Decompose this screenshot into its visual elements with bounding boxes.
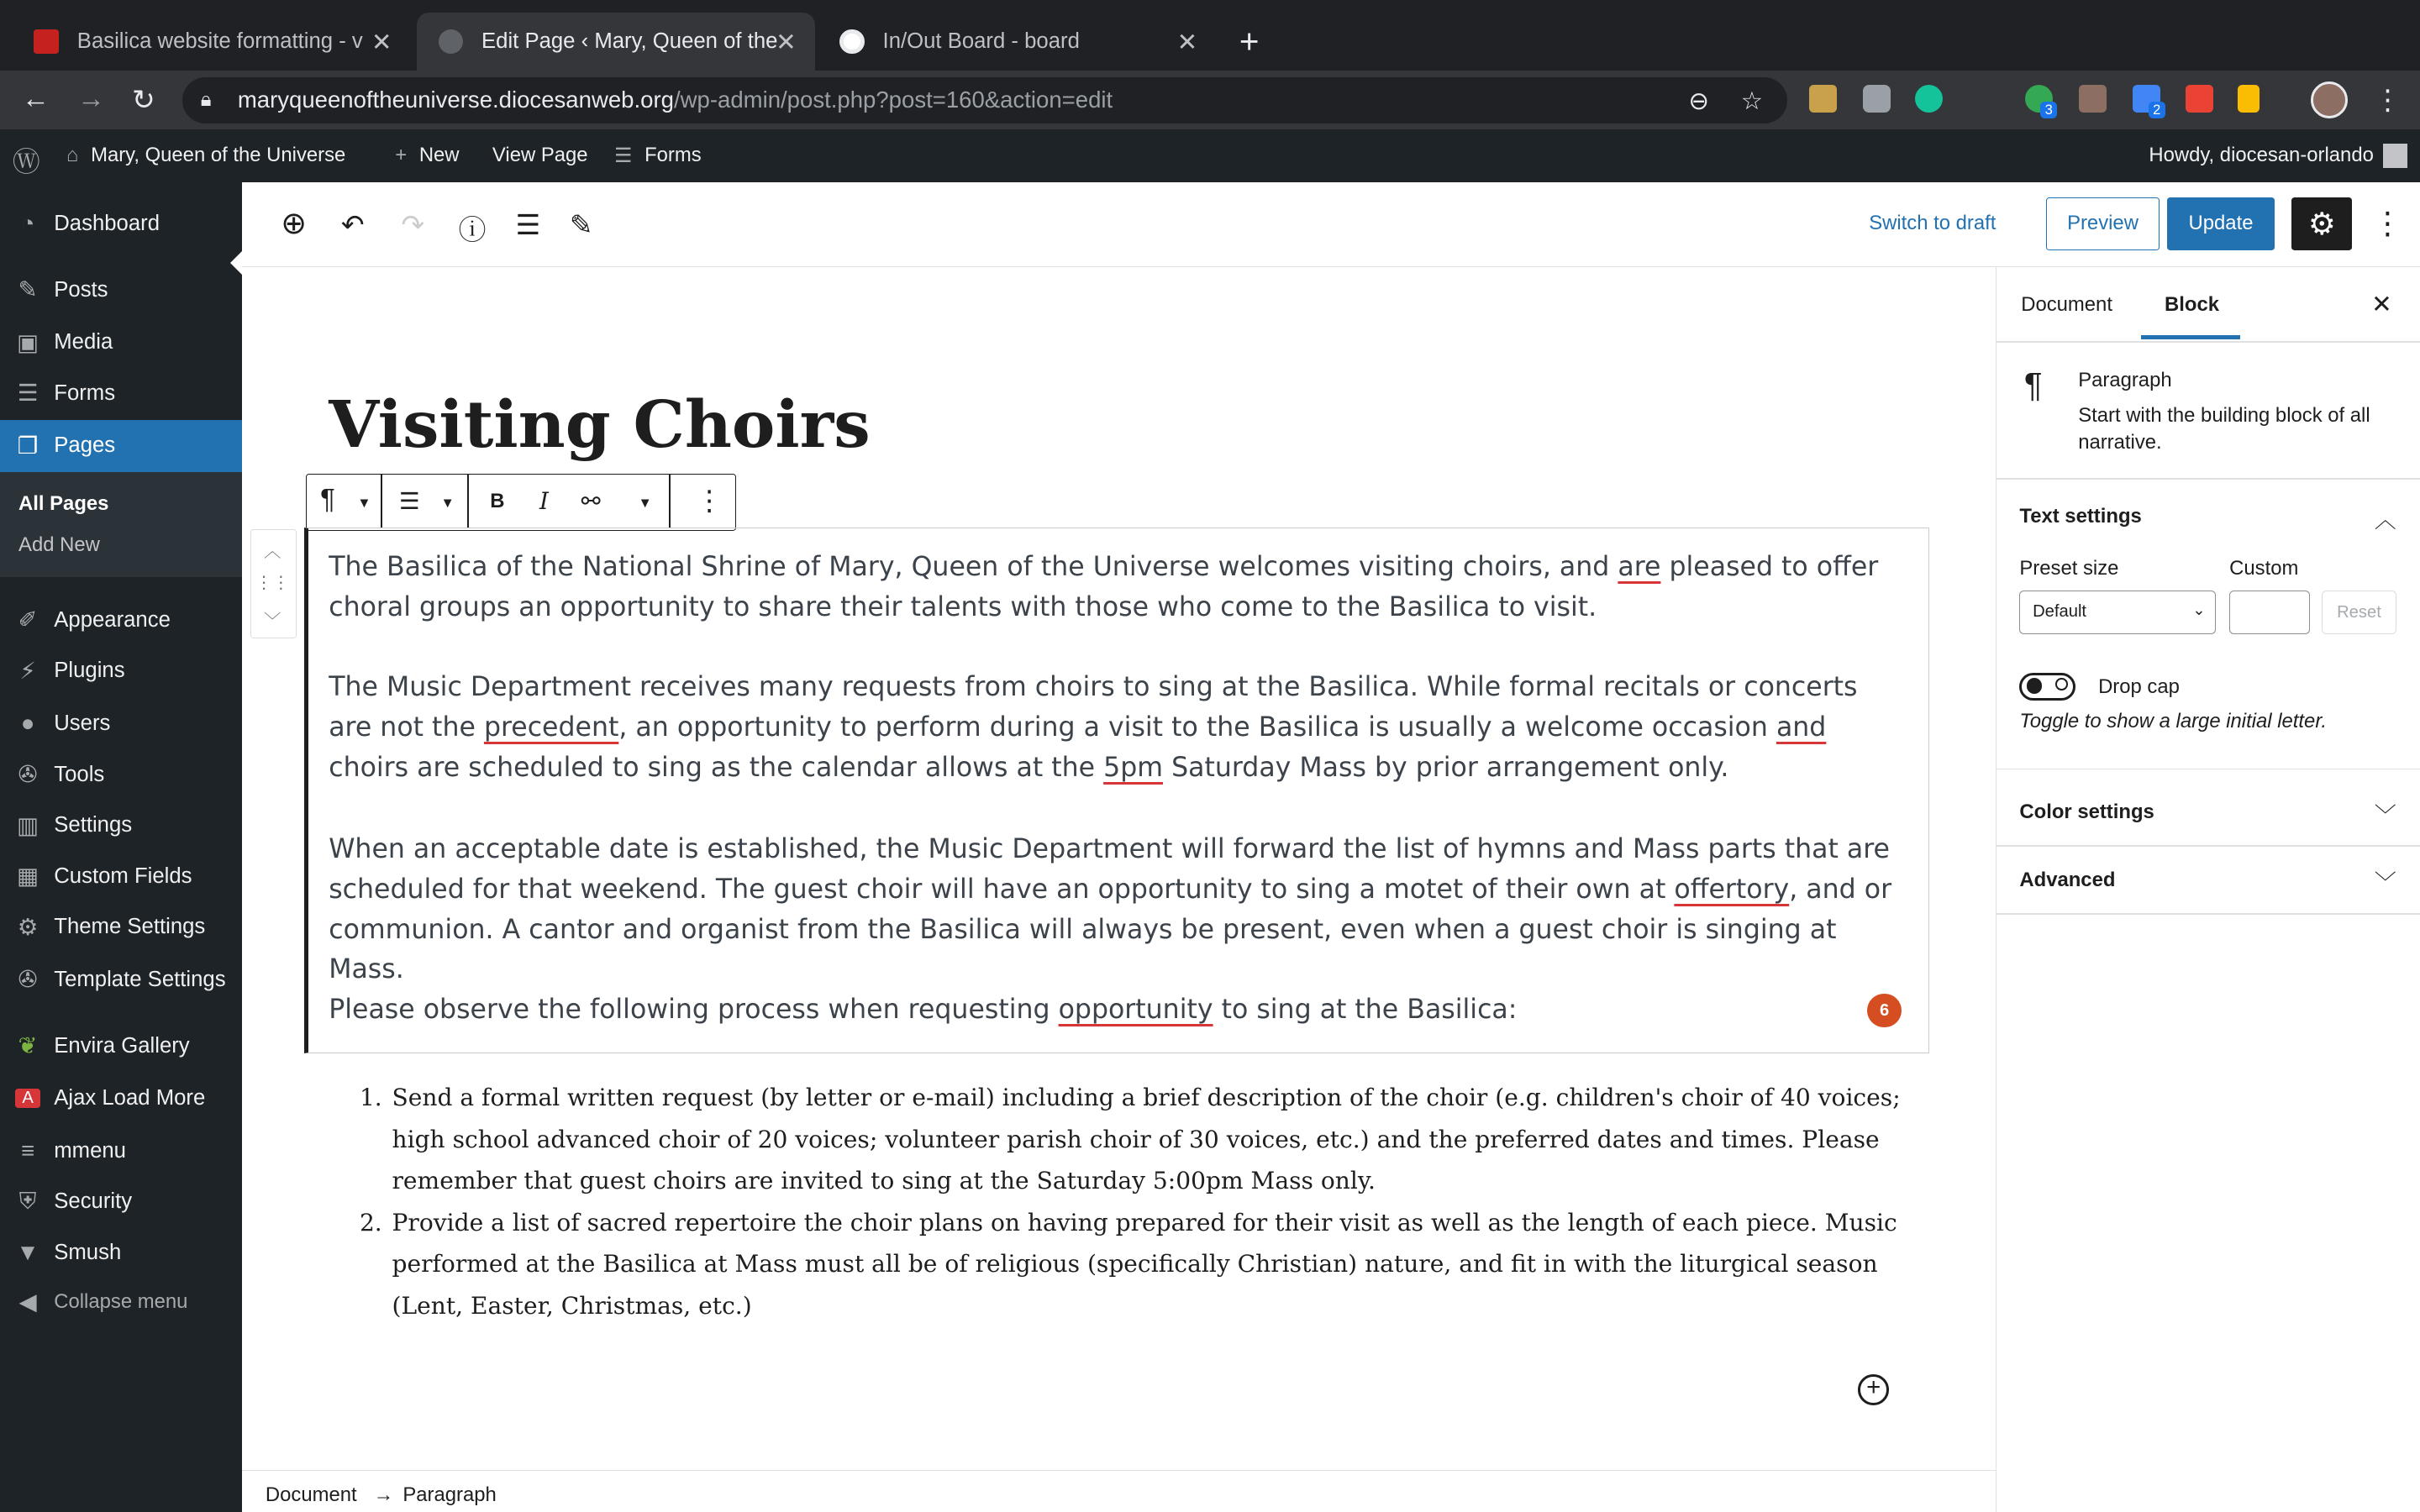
admin-menu-item-users[interactable] xyxy=(0,697,242,749)
new-label: New xyxy=(418,143,460,166)
wrench-icon: ✇ xyxy=(18,761,38,788)
dashboard-icon: ◔ xyxy=(20,210,35,237)
divider xyxy=(1996,478,2420,480)
italic-icon[interactable]: I xyxy=(539,488,549,516)
chevron-down-icon[interactable]: ﹀ xyxy=(2374,803,2396,827)
browser-tab-bar xyxy=(0,0,2420,71)
current-menu-arrow xyxy=(230,251,242,275)
spellcheck-word: and xyxy=(1776,712,1827,743)
drop-cap-help: Toggle to show a large initial letter. xyxy=(2019,709,2328,732)
more-options-icon[interactable]: ⋮ xyxy=(2372,206,2403,241)
lock-icon: 🔒︎ xyxy=(200,88,212,112)
admin-menu-item-mmenu[interactable] xyxy=(0,1125,242,1177)
admin-menu-item-template-settings[interactable] xyxy=(0,953,242,1005)
menu-label: Posts xyxy=(54,277,108,302)
update-button[interactable]: Update xyxy=(2167,197,2275,249)
list-number: 1. xyxy=(359,1084,382,1111)
toggle-knob xyxy=(2027,678,2042,693)
wrench-icon: ✇ xyxy=(18,966,38,993)
chevron-up-icon[interactable]: ︿ xyxy=(2374,508,2396,533)
user-avatar xyxy=(2383,144,2407,168)
tab-document[interactable]: Document xyxy=(2021,292,2112,316)
menu-label: Plugins xyxy=(54,659,125,683)
admin-bar-site[interactable] xyxy=(66,144,345,167)
browser-toolbar xyxy=(0,71,2420,129)
paragraph-text: Saturday Mass by prior arrangement only. xyxy=(1163,752,1729,783)
admin-bar-forms[interactable] xyxy=(614,144,702,168)
chevron-down-icon: ⌄ xyxy=(2192,601,2206,619)
advanced-toggle[interactable]: Advanced xyxy=(2019,869,2116,892)
menu-label: Ajax Load More xyxy=(54,1086,206,1110)
spellcheck-word: are xyxy=(1618,552,1661,582)
ajax-icon: A xyxy=(15,1089,39,1108)
block-mover xyxy=(250,529,297,638)
browser-tab-basilica[interactable] xyxy=(13,13,411,71)
back-icon[interactable]: ← xyxy=(21,83,50,115)
hamburger-icon: ≡ xyxy=(21,1137,35,1164)
undo-icon[interactable]: ↶ xyxy=(340,209,365,241)
outline-icon[interactable]: ☰ xyxy=(515,209,541,241)
list-number: 2. xyxy=(359,1208,382,1236)
paragraph-text: The Music Department receives many requests from choirs to sing at the Basilica. While formal recitals or concerts are not the xyxy=(329,672,1858,743)
block-toolbar xyxy=(306,474,736,531)
url-path: /wp-admin/post.php?post=160&action=edit xyxy=(673,87,1113,113)
chevron-down-icon[interactable]: ﹀ xyxy=(2374,871,2396,895)
paragraph-icon[interactable]: ¶ xyxy=(320,483,335,515)
block-more-options-icon[interactable]: ⋮ xyxy=(695,485,723,517)
settings-icon: ▥ xyxy=(17,811,39,838)
collapse-icon: ◀ xyxy=(18,1289,37,1315)
spellcheck-word: opportunity xyxy=(1058,995,1213,1026)
admin-menu-item-tools[interactable] xyxy=(0,748,242,801)
tools-pencil-icon[interactable]: ✎ xyxy=(569,209,593,241)
url-host: maryqueenoftheuniverse.diocesanweb.org xyxy=(237,87,674,113)
admin-bar-view-page[interactable]: View Page xyxy=(492,143,588,166)
tab-block[interactable]: Block xyxy=(2165,292,2220,316)
extension-badge: 2 xyxy=(2149,102,2165,118)
settings-gear-icon[interactable]: ⚙ xyxy=(2291,197,2352,249)
admin-menu-item-collapse-menu[interactable] xyxy=(0,1276,242,1328)
list-item-text: Send a formal written request (by letter or e-mail) including a brief description of the choir (e.g. children's choir of 40 voices; high school advanced choir of 20 voices; volunteer parish choir of 30 voices, etc.) and the preferred dates and times. Please remember that guest choirs are invited to sing at the Saturday 5:00pm Mass only. xyxy=(392,1084,1901,1195)
align-dropdown-icon[interactable]: ▼ xyxy=(440,494,455,511)
custom-size-input[interactable] xyxy=(2229,591,2310,633)
extension-yellow-icon[interactable] xyxy=(2238,85,2260,113)
paragraph-block-icon: ¶ xyxy=(2023,365,2043,405)
paragraph-text: to sing at the Basilica: xyxy=(1213,995,1518,1026)
info-icon[interactable]: ⓘ xyxy=(458,214,487,246)
admin-menu-item-theme-settings[interactable] xyxy=(0,901,242,953)
breadcrumb-document[interactable]: Document xyxy=(265,1483,357,1507)
menu-label: Smush xyxy=(54,1240,122,1264)
preset-size-value: Default xyxy=(2033,602,2087,622)
menu-label: Forms xyxy=(54,381,116,405)
add-block-icon[interactable]: ⊕ xyxy=(281,206,308,241)
extension-photos-icon[interactable] xyxy=(1809,85,1837,113)
smush-icon: ▼ xyxy=(16,1239,39,1266)
admin-menu-item-dashboard[interactable] xyxy=(0,197,242,249)
admin-bar-new[interactable] xyxy=(395,144,459,167)
forward-icon[interactable]: → xyxy=(76,83,105,115)
breadcrumb-paragraph[interactable]: Paragraph xyxy=(402,1483,497,1507)
divider xyxy=(1996,913,2420,915)
editor-canvas xyxy=(242,267,1995,1471)
menu-label: Security xyxy=(54,1189,133,1214)
menu-label: Theme Settings xyxy=(54,915,206,939)
gear-icon: ⚙ xyxy=(17,913,39,940)
wp-admin-bar xyxy=(0,129,2420,181)
reset-button[interactable]: Reset xyxy=(2322,591,2396,633)
extension-grammarly-icon[interactable] xyxy=(1915,85,1943,113)
divider xyxy=(1996,341,2420,343)
list-item-text: Provide a list of sacred repertoire the choir plans on having prepared for their visit as well as the length of each piece. Music performed at the Basilica at Mass must all be of religious (specifically Christian) nature, and fit in with the liturgical season (Lent, Easter, Christmas, etc.) xyxy=(392,1208,1897,1320)
list-item[interactable] xyxy=(360,1077,1903,1202)
submenu-all-pages[interactable]: All Pages xyxy=(18,491,109,515)
site-name: Mary, Queen of the Universe xyxy=(91,143,346,166)
reload-icon[interactable]: ↻ xyxy=(131,85,155,117)
tab-close-icon[interactable]: ✕ xyxy=(371,29,392,57)
extension-red-icon[interactable] xyxy=(2186,85,2213,113)
admin-bar-account[interactable] xyxy=(2149,144,2407,168)
plugin-icon: ⚡ xyxy=(19,657,36,684)
block-card-description: Start with the building block of all narrative. xyxy=(2078,404,2370,454)
admin-menu-item-envira-gallery[interactable] xyxy=(0,1020,242,1072)
menu-label: Media xyxy=(54,330,113,354)
paragraph-2[interactable] xyxy=(329,668,1902,788)
forms-icon: ☰ xyxy=(614,144,633,167)
board-favicon-icon xyxy=(839,29,864,54)
block-breadcrumb xyxy=(242,1470,1995,1512)
browser-menu-icon[interactable]: ⋮ xyxy=(2373,85,2402,117)
paragraph-text: Please observe the following process when requesting xyxy=(329,995,1059,1026)
new-tab-icon[interactable]: + xyxy=(1239,21,1260,60)
editor-header xyxy=(242,182,2420,267)
tab-close-icon[interactable]: ✕ xyxy=(776,29,797,57)
divider xyxy=(1996,845,2420,847)
settings-sidebar xyxy=(1996,267,2420,1512)
paragraph-4[interactable] xyxy=(329,990,1902,1031)
menu-label: Collapse menu xyxy=(54,1290,188,1314)
menu-label: Settings xyxy=(54,813,133,837)
admin-menu-item-settings[interactable] xyxy=(0,799,242,851)
home-icon: ⌂ xyxy=(66,143,79,166)
table-icon: ▦ xyxy=(17,863,39,890)
howdy-text: Howdy, diocesan-orlando xyxy=(2149,144,2374,167)
menu-label: Custom Fields xyxy=(54,864,192,888)
switch-to-draft-button[interactable]: Switch to draft xyxy=(1869,211,1996,234)
leaf-icon: ❦ xyxy=(18,1032,38,1059)
block-type-dropdown-icon[interactable]: ▼ xyxy=(357,494,371,511)
menu-label: Dashboard xyxy=(54,211,160,235)
wordpress-logo-icon[interactable]: Ⓦ xyxy=(12,147,40,179)
admin-menu-item-ajax-load-more[interactable] xyxy=(0,1073,242,1125)
admin-menu-item-media[interactable] xyxy=(0,317,242,369)
tab-title: In/Out Board - board xyxy=(882,29,1080,54)
forms-icon: ☰ xyxy=(17,380,39,407)
paragraph-text: The Basilica of the National Shrine of Mary, Queen of the Universe welcomes visiting choirs, and xyxy=(329,552,1618,582)
align-left-icon[interactable]: ☰ xyxy=(398,488,420,515)
paragraph-text: , an opportunity to perform during a visit to the Basilica is usually a welcome occasion xyxy=(618,712,1776,743)
list-item[interactable] xyxy=(360,1202,1903,1327)
admin-menu-item-forms[interactable] xyxy=(0,367,242,419)
pages-icon: ❐ xyxy=(17,432,39,459)
brush-icon: ✐ xyxy=(18,606,38,633)
admin-menu-item-plugins[interactable] xyxy=(0,645,242,697)
preview-button[interactable]: Preview xyxy=(2046,197,2159,249)
menu-label: Envira Gallery xyxy=(54,1033,190,1058)
page-title[interactable]: Visiting Choirs xyxy=(329,386,871,463)
drop-cap-toggle[interactable] xyxy=(2019,673,2075,701)
forms-label: Forms xyxy=(644,144,702,167)
menu-label: Users xyxy=(54,711,111,735)
active-tab-indicator xyxy=(2141,335,2240,340)
zoom-icon[interactable]: ⊖ xyxy=(1688,87,1709,115)
divider xyxy=(1996,769,2420,770)
spellcheck-word: 5pm xyxy=(1103,752,1164,783)
drag-handle-icon[interactable]: ⋮⋮ xyxy=(255,573,290,592)
text-settings-toggle[interactable]: Text settings xyxy=(2019,504,2142,528)
move-down-icon[interactable]: ﹀ xyxy=(264,612,281,631)
profile-avatar[interactable] xyxy=(2311,81,2348,118)
bookmark-star-icon[interactable]: ☆ xyxy=(1740,87,1764,115)
admin-menu-item-smush[interactable] xyxy=(0,1226,242,1278)
preset-size-label: Preset size xyxy=(2019,557,2119,580)
admin-menu-item-appearance[interactable] xyxy=(0,594,242,646)
admin-menu-item-custom-fields[interactable] xyxy=(0,850,242,902)
block-card-title: Paragraph xyxy=(2078,368,2172,391)
custom-size-label: Custom xyxy=(2229,557,2299,580)
pages-submenu xyxy=(0,472,242,577)
media-icon: ▣ xyxy=(17,328,39,355)
admin-menu-item-posts[interactable] xyxy=(0,264,242,316)
extension-badge: 3 xyxy=(2040,102,2057,118)
toolbar-divider xyxy=(467,475,469,528)
browser-tab-edit-page[interactable] xyxy=(417,13,815,71)
address-bar[interactable] xyxy=(182,77,1787,123)
menu-label: mmenu xyxy=(54,1138,126,1163)
menu-label: Template Settings xyxy=(54,967,226,991)
submenu-add-new[interactable]: Add New xyxy=(18,533,100,557)
extension-camera-icon[interactable] xyxy=(1863,85,1891,113)
ordered-list[interactable] xyxy=(360,1077,1903,1327)
breadcrumb-arrow-icon: → xyxy=(373,1483,394,1507)
add-block-inline-icon[interactable]: + xyxy=(1858,1374,1889,1405)
paragraph-1[interactable] xyxy=(329,548,1902,628)
paragraph-3[interactable] xyxy=(329,830,1902,990)
drop-cap-label: Drop cap xyxy=(2098,675,2180,699)
close-sidebar-icon[interactable]: ✕ xyxy=(2371,291,2392,319)
move-up-icon[interactable]: ︿ xyxy=(264,543,281,562)
toolbar-divider xyxy=(381,475,382,528)
pin-icon: ✎ xyxy=(18,276,38,303)
spellcheck-word: precedent xyxy=(483,712,619,743)
tab-close-icon[interactable]: ✕ xyxy=(1176,29,1198,57)
tab-title: Edit Page ‹ Mary, Queen of the xyxy=(481,29,778,54)
color-settings-toggle[interactable]: Color settings xyxy=(2019,801,2154,824)
paragraph-text: When an acceptable date is established, the Music Department will forward the list of hymns and Mass parts that are scheduled for that weekend. The guest choir will have an opportunity to sing a motet of their own at xyxy=(329,834,1890,905)
menu-label: Appearance xyxy=(54,607,171,632)
admin-menu-item-security[interactable] xyxy=(0,1176,242,1228)
toggle-off-indicator xyxy=(2055,678,2068,690)
paragraph-text: , and or communion. A cantor and organist from the Basilica will always be present, even when a guest choir is singing at Mass. xyxy=(329,874,1892,985)
wordpress-favicon-icon xyxy=(439,29,463,54)
more-formatting-dropdown-icon[interactable]: ▼ xyxy=(638,494,652,511)
menu-label: Pages xyxy=(54,433,116,458)
shield-icon: ⛨ xyxy=(18,1188,37,1215)
url-text[interactable] xyxy=(238,87,1113,113)
basilica-favicon-icon xyxy=(34,29,58,54)
extension-pen-icon[interactable] xyxy=(2079,85,2107,113)
admin-menu-item-pages[interactable] xyxy=(0,420,242,472)
users-icon: ● xyxy=(20,710,35,737)
plus-icon: + xyxy=(395,143,408,166)
paragraph-text: choirs are scheduled to sing as the calendar allows at the xyxy=(329,752,1104,783)
toolbar-divider xyxy=(669,475,671,528)
redo-icon[interactable]: ↷ xyxy=(401,209,425,241)
bold-icon[interactable]: B xyxy=(490,490,505,513)
menu-label: Tools xyxy=(54,762,105,786)
tab-title: Basilica website formatting - v xyxy=(76,29,363,54)
grammarly-badge[interactable]: 6 xyxy=(1867,994,1901,1027)
spellcheck-word: offertory xyxy=(1674,874,1790,905)
browser-tab-inout-board[interactable] xyxy=(818,13,1216,71)
preset-size-select[interactable] xyxy=(2019,591,2215,633)
paragraph-text: pleased to offer choral groups an opportunity to share their talents with those who come to the Basilica to visit. xyxy=(329,552,1879,622)
link-icon[interactable]: ⚯ xyxy=(581,488,601,515)
